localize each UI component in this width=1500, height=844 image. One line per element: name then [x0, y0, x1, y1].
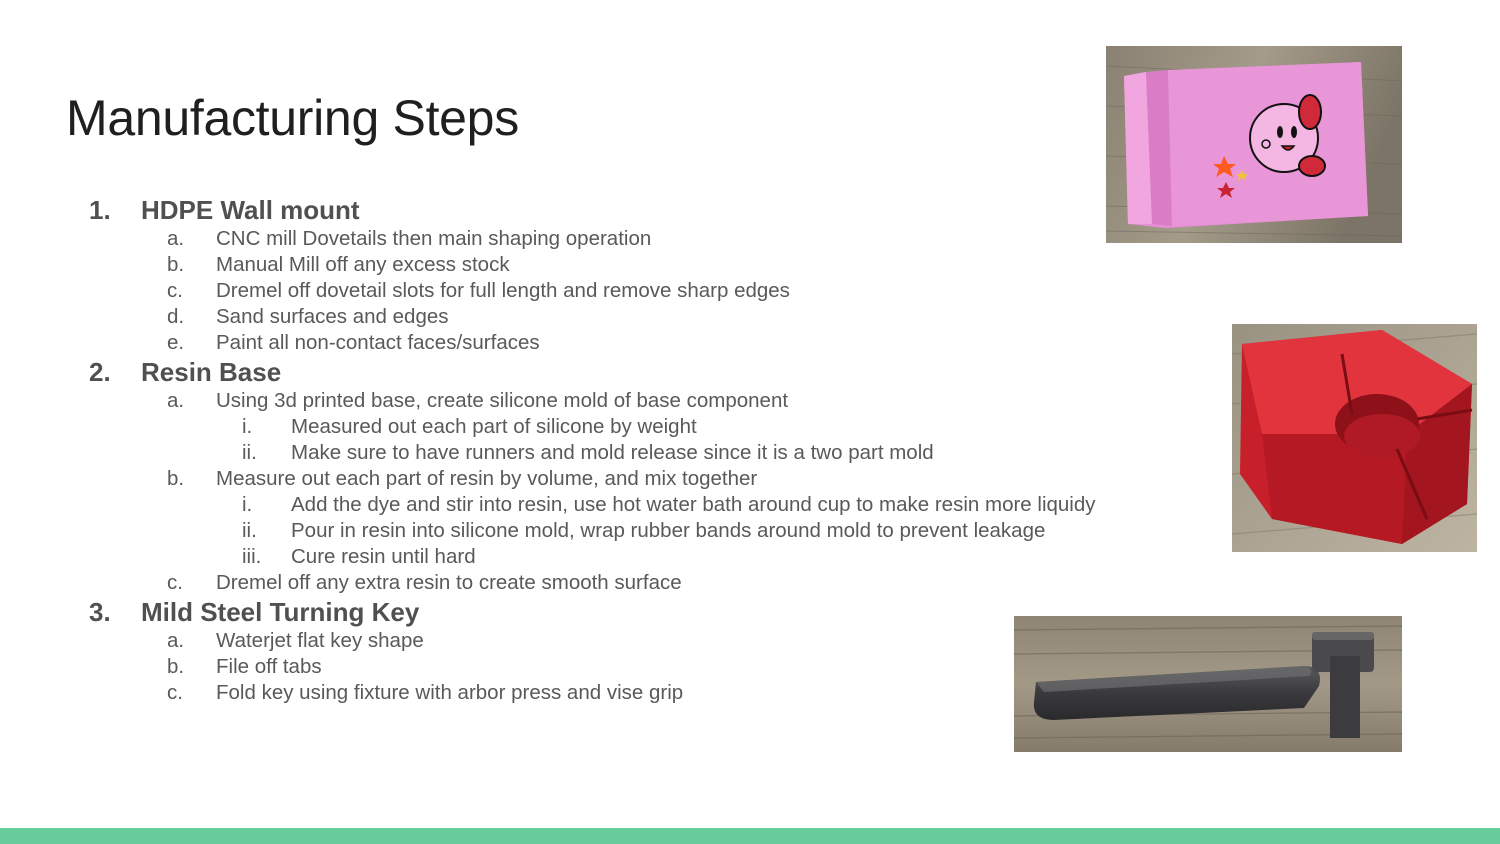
detail-step: [0, 518, 1200, 544]
substep-marker: d.: [167, 305, 185, 328]
step-heading: [0, 356, 1200, 388]
detail-marker: ii.: [242, 441, 257, 464]
detail-text: Cure resin until hard: [291, 545, 476, 568]
wall-mount-photo: [1106, 46, 1402, 243]
detail-marker: ii.: [242, 519, 257, 542]
detail-marker: i.: [242, 493, 253, 516]
substep-text: Using 3d printed base, create silicone mold of base component: [216, 389, 789, 412]
step-number: 3.: [89, 597, 111, 627]
substep-text: Dremel off dovetail slots for full length and remove sharp edges: [216, 279, 790, 302]
detail-marker: i.: [242, 415, 253, 438]
step-number: 1.: [89, 195, 111, 225]
substep-marker: c.: [167, 681, 183, 704]
substep-text: File off tabs: [216, 655, 322, 678]
substep: [0, 466, 1200, 492]
substep: [0, 304, 1200, 330]
substep-text: Fold key using fixture with arbor press and vise grip: [216, 681, 684, 704]
substep: [0, 226, 1200, 252]
substep-marker: b.: [167, 253, 185, 276]
detail-step: [0, 440, 1200, 466]
substep: [0, 570, 1200, 596]
substep-marker: c.: [167, 571, 183, 594]
substep-marker: e.: [167, 331, 185, 354]
step-heading: [0, 194, 1200, 226]
resin-base-photo: [1232, 324, 1477, 552]
detail-text: Pour in resin into silicone mold, wrap rubber bands around mold to prevent leakage: [291, 519, 1046, 542]
slide-title: Manufacturing Steps: [66, 90, 519, 146]
detail-marker: iii.: [242, 545, 262, 568]
substep-text: Manual Mill off any excess stock: [216, 253, 510, 276]
substep-marker: a.: [167, 227, 185, 250]
substep-marker: b.: [167, 467, 185, 490]
detail-text: Measured out each part of silicone by weight: [291, 415, 697, 438]
substep: [0, 330, 1200, 356]
substep-text: Dremel off any extra resin to create smooth surface: [216, 571, 682, 594]
substep: [0, 388, 1200, 414]
detail-step: [0, 414, 1200, 440]
substep-text: Waterjet flat key shape: [216, 629, 424, 652]
detail-text: Add the dye and stir into resin, use hot water bath around cup to make resin more liquidy: [291, 493, 1096, 516]
turning-key-photo: [1014, 616, 1402, 752]
substep-marker: c.: [167, 279, 183, 302]
step-label: Resin Base: [141, 357, 282, 387]
substep-text: Measure out each part of resin by volume, and mix together: [216, 467, 758, 490]
substep-marker: a.: [167, 629, 185, 652]
detail-step: [0, 492, 1200, 518]
substep-marker: a.: [167, 389, 185, 412]
step-label: Mild Steel Turning Key: [141, 597, 420, 627]
substep: [0, 252, 1200, 278]
substep-text: Sand surfaces and edges: [216, 305, 449, 328]
footer-accent-bar: [0, 828, 1500, 844]
detail-text: Make sure to have runners and mold release since it is a two part mold: [291, 441, 934, 464]
substep: [0, 278, 1200, 304]
detail-step: [0, 544, 1200, 570]
step-label: HDPE Wall mount: [141, 195, 360, 225]
substep-text: CNC mill Dovetails then main shaping operation: [216, 227, 652, 250]
substep-text: Paint all non-contact faces/surfaces: [216, 331, 540, 354]
step-number: 2.: [89, 357, 111, 387]
substep-marker: b.: [167, 655, 185, 678]
